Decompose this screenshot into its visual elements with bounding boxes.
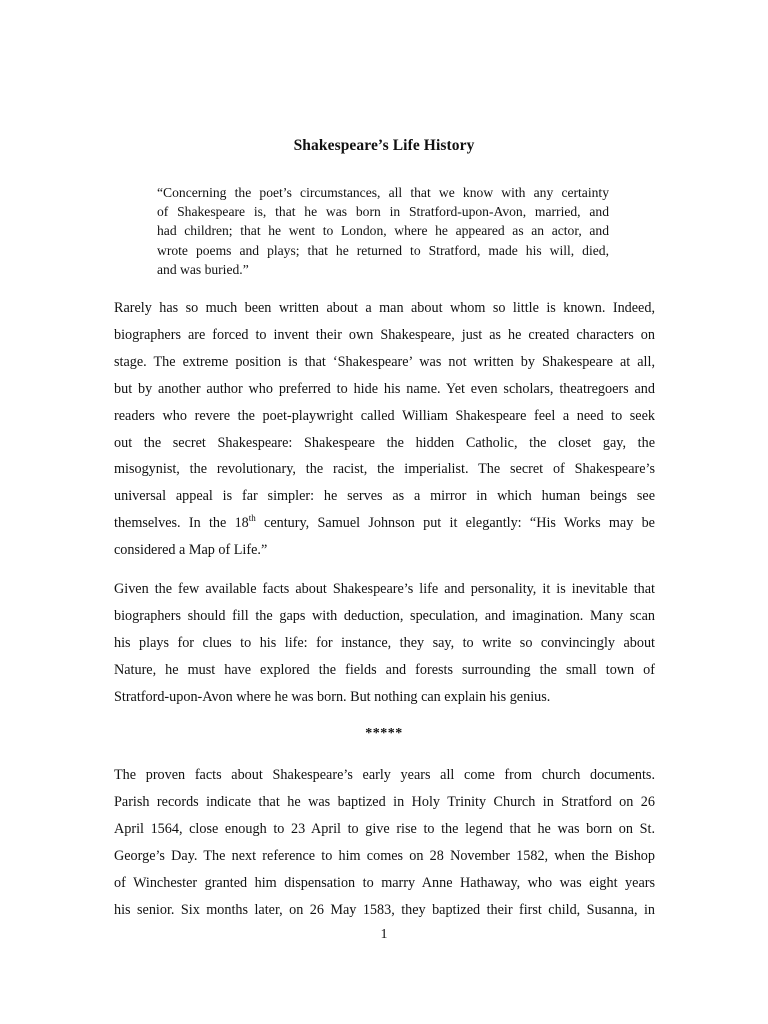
text-line: considered a Map of Life.” <box>114 542 268 559</box>
quote-line: and was buried.” <box>157 261 249 277</box>
text-line: universal appeal is far simpler: he serves as a mirror in which human beings see <box>114 488 655 505</box>
page-number: 1 <box>380 927 388 942</box>
text-line: Nature, he must have explored the fields and forests surrounding the small town of <box>114 661 655 678</box>
paragraph-intro <box>114 295 655 564</box>
quote-line: had children; that he went to London, where he appeared as an actor, and <box>157 223 609 239</box>
text-line: Given the few available facts about Shakespeare’s life and personality, it is inevitable that <box>114 581 655 597</box>
text-segment: themselves. In the 18 <box>114 515 249 532</box>
section-divider: ***** <box>365 726 403 741</box>
paragraph-early-years <box>114 762 655 923</box>
text-line: misogynist, the revolutionary, the racist, the imperialist. The secret of Shakespeare’s <box>114 461 655 478</box>
quote-line: wrote poems and plays; that he returned to Stratford, made his will, died, <box>157 242 609 258</box>
text-line: stage. The extreme position is that ‘Shakespeare’ was not written by Shakespeare at all, <box>114 353 655 370</box>
epigraph-quote <box>157 183 609 279</box>
text-line: his senior. Six months later, on 26 May 1583, they baptized their first child, Susanna, in <box>114 901 655 918</box>
quote-line: “Concerning the poet’s circumstances, all that we know with any certainty <box>157 185 609 200</box>
text-line: out the secret Shakespeare: Shakespeare the hidden Catholic, the closet gay, the <box>114 434 655 451</box>
text-line: Stratford-upon-Avon where he was born. But nothing can explain his genius. <box>114 688 551 705</box>
text-line: biographers should fill the gaps with deduction, speculation, and imagination. Many scan <box>114 607 655 624</box>
paragraph-biographers <box>114 576 655 711</box>
text-line: George’s Day. The next reference to him comes on 28 November 1582, when the Bishop <box>114 847 655 864</box>
text-line: The proven facts about Shakespeare’s early years all come from church documents. <box>114 767 655 783</box>
text-line-with-superscript <box>114 510 655 537</box>
text-line: April 1564, close enough to 23 April to give rise to the legend that he was born on St. <box>114 820 655 837</box>
text-line: readers who revere the poet-playwright called William Shakespeare feel a need to seek <box>114 407 655 424</box>
text-segment: century, Samuel Johnson put it elegantly: “His Works may be <box>255 515 655 532</box>
text-line: biographers are forced to invent their own Shakespeare, just as he created characters on <box>114 326 655 343</box>
text-line: Parish records indicate that he was baptized in Holy Trinity Church in Stratford on 26 <box>114 793 655 810</box>
ordinal-superscript: th <box>248 513 256 524</box>
text-line: his plays for clues to his life: for instance, they say, to write so convincingly about <box>114 634 655 651</box>
document-title: Shakespeare’s Life History <box>293 137 475 154</box>
text-line: Rarely has so much been written about a man about whom so little is known. Indeed, <box>114 300 655 316</box>
quote-line: of Shakespeare is, that he was born in Stratford-upon-Avon, married, and <box>157 204 609 220</box>
text-line: of Winchester granted him dispensation to marry Anne Hathaway, who was eight years <box>114 874 655 891</box>
text-line: but by another author who preferred to hide his name. Yet even scholars, theatregoers and <box>114 380 655 397</box>
